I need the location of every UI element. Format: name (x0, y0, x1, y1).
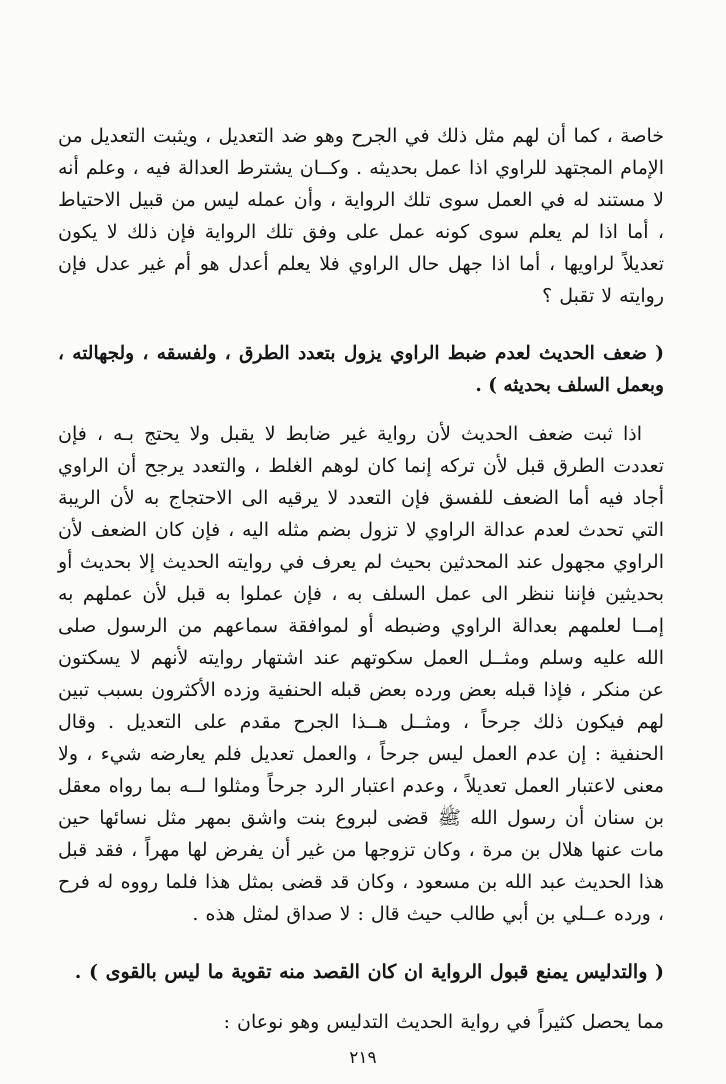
paragraph-jarh-taadil: خاصة ، كما أن لهم مثل ذلك في الجرح وهو ضد التعديل ، ويثبت التعديل من الإمام المجتهد للراوي اذا عمل بحديثه . وكــان يشترط العدالة فيه ، وعلم أنه لا مستند له في العمل سوى تلك الرواية ، وأن عمله ليس من قبيل الاحتياط ، أما اذا لم يعلم سوى كونه عمل على وفق تلك الرواية فإن ذلك لا يكون تعديلاً لراويها ، أما اذا جهل حال الراوي فلا يعلم أعدل هو أم غير عدل فإن روايته لا تقبل ؟ (58, 125, 664, 307)
section-heading-weak-hadith: ( ضعف الحديث لعدم ضبط الراوي يزول بتعدد الطرق ، ولفسقه ، ولجهالته ، وبعمل السلف بحديثه ) . (58, 343, 664, 396)
paragraph-tadlis-intro: مما يحصل كثيراً في رواية الحديث التدليس وهو نوعان : (223, 1011, 664, 1033)
paragraph-weak-hadith: اذا ثبت ضعف الحديث لأن رواية غير ضابط لا يقبل ولا يحتج بـه ، فإن تعددت الطرق قبل لأن تركه إنما كان لوهم الغلط ، والتعدد يرجح أن الراوي أجاد فيه أما الضعف للفسق فإن التعدد لا يرقيه الى الاحتجاج به لأن الريبة التي تحدث لعدم عدالة الراوي لا تزول بضم مثله اليه ، فإن كان الضعف لأن الراوي مجهول عند المحدثين بحيث لم يعرف في روايته الحديث إلا بحديث أو بحديثين فإننا ننظر الى عمل السلف به ، فإن عملوا به قبل لأن عملهم به إمــا لعلمهم بعدالة الراوي وضبطه أو لموافقة سماعهم من الرسول صلى الله عليه وسلم ومثــل العمل سكوتهم عند اشتهار روايته لأنهم لا يسكتون عن منكر ، فإذا قبله بعض ورده بعض قبله الحنفية وزده الأكثرون بسبب تبين لهم فيكون ذلك جرحاً ، ومثــل هــذا الجرح مقدم على التعديل . وقال الحنفية : إن عدم العمل ليس جرحاً ، والعمل تعديل فلم يعارضه شيء ، ولا معنى لاعتبار العمل تعديلاً ، وعدم اعتبار الرد جرحاً ومثلوا لــه بما رواه معقل بن سنان أن رسول الله ﷺ قضى لبروع بنت واشق بمهر مثل نسائها حين مات عنها هلال بن مرة ، وكان تزوجها من غير أن يفرض لها مهراً ، فقد قبل هذا الحديث عبد الله بن مسعود ، وكان قد قضى بمثل هذا فلما رووه له فرح ، ورده عــلي بن أبي طالب حيث قال : لا صداق لمثل هذه . (58, 423, 664, 925)
section-heading-tadlis: ( والتدليس يمنع قبول الرواية ان كان القصد منه تقوية ما ليس بالقوى ) . (74, 961, 664, 983)
page-number: ٢١٩ (349, 1048, 377, 1068)
